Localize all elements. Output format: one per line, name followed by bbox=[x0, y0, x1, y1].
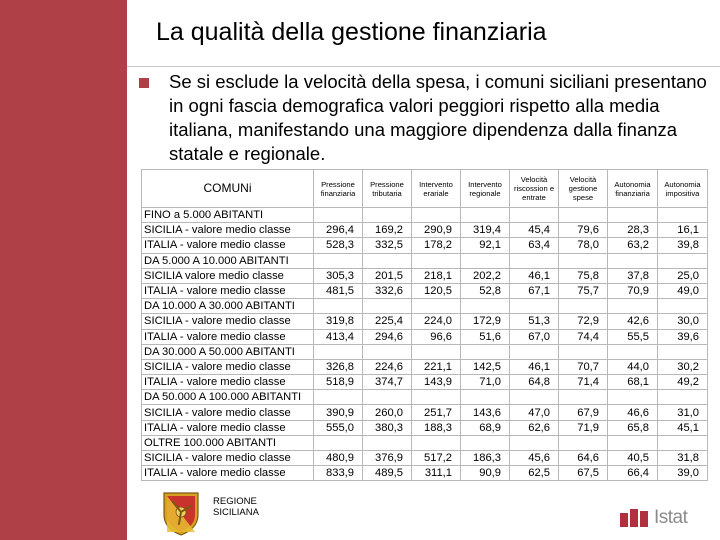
empty-cell bbox=[314, 390, 363, 405]
section-label: FINO a 5.000 ABITANTI bbox=[142, 208, 314, 223]
row-label: ITALIA - valore medio classe bbox=[142, 466, 314, 481]
column-header: Autonomia finanziaria bbox=[608, 170, 658, 208]
region-label bbox=[213, 496, 259, 518]
section-label: DA 30.000 A 50.000 ABITANTI bbox=[142, 344, 314, 359]
row-label: SICILIA - valore medio classe bbox=[142, 223, 314, 238]
value-cell: 67,0 bbox=[510, 329, 559, 344]
empty-cell bbox=[608, 299, 658, 314]
value-cell: 39,8 bbox=[658, 238, 708, 253]
empty-cell bbox=[510, 299, 559, 314]
value-cell: 71,0 bbox=[461, 375, 510, 390]
value-cell: 555,0 bbox=[314, 420, 363, 435]
empty-cell bbox=[412, 253, 461, 268]
value-cell: 49,0 bbox=[658, 283, 708, 298]
value-cell: 260,0 bbox=[363, 405, 412, 420]
value-cell: 75,7 bbox=[559, 283, 608, 298]
value-cell: 390,9 bbox=[314, 405, 363, 420]
table-row bbox=[142, 420, 708, 435]
value-cell: 79,6 bbox=[559, 223, 608, 238]
value-cell: 332,5 bbox=[363, 238, 412, 253]
value-cell: 74,4 bbox=[559, 329, 608, 344]
value-cell: 202,2 bbox=[461, 268, 510, 283]
value-cell: 63,4 bbox=[510, 238, 559, 253]
value-cell: 833,9 bbox=[314, 466, 363, 481]
value-cell: 251,7 bbox=[412, 405, 461, 420]
empty-cell bbox=[412, 390, 461, 405]
section-label: DA 50.000 A 100.000 ABITANTI bbox=[142, 390, 314, 405]
value-cell: 489,5 bbox=[363, 466, 412, 481]
value-cell: 518,9 bbox=[314, 375, 363, 390]
empty-cell bbox=[608, 253, 658, 268]
row-label: ITALIA - valore medio classe bbox=[142, 329, 314, 344]
table-row bbox=[142, 451, 708, 466]
column-header: Autonomia impositiva bbox=[658, 170, 708, 208]
empty-cell bbox=[461, 344, 510, 359]
trinacria-emblem-icon bbox=[158, 490, 204, 536]
value-cell: 62,5 bbox=[510, 466, 559, 481]
section-label: DA 5.000 A 10.000 ABITANTI bbox=[142, 253, 314, 268]
value-cell: 374,7 bbox=[363, 375, 412, 390]
value-cell: 71,4 bbox=[559, 375, 608, 390]
value-cell: 70,7 bbox=[559, 359, 608, 374]
column-header: COMUNi bbox=[142, 170, 314, 208]
title-divider bbox=[127, 66, 720, 67]
empty-cell bbox=[314, 208, 363, 223]
value-cell: 201,5 bbox=[363, 268, 412, 283]
istat-logo bbox=[620, 508, 687, 527]
table-section-row bbox=[142, 344, 708, 359]
empty-cell bbox=[510, 253, 559, 268]
empty-cell bbox=[658, 253, 708, 268]
value-cell: 40,5 bbox=[608, 451, 658, 466]
value-cell: 142,5 bbox=[461, 359, 510, 374]
section-label: DA 10.000 A 30.000 ABITANTI bbox=[142, 299, 314, 314]
value-cell: 44,0 bbox=[608, 359, 658, 374]
value-cell: 66,4 bbox=[608, 466, 658, 481]
row-label: SICILIA - valore medio classe bbox=[142, 405, 314, 420]
empty-cell bbox=[559, 390, 608, 405]
table-row bbox=[142, 314, 708, 329]
empty-cell bbox=[559, 208, 608, 223]
value-cell: 45,1 bbox=[658, 420, 708, 435]
value-cell: 188,3 bbox=[412, 420, 461, 435]
intro-text: Se si esclude la velocità della spesa, i comuni siciliani presentano in ogni fascia demografica valori peggiori rispetto alla media italiana, manifestando una maggiore dipendenza dalla finanza statale e regionale. bbox=[169, 71, 707, 164]
value-cell: 294,6 bbox=[363, 329, 412, 344]
value-cell: 224,6 bbox=[363, 359, 412, 374]
value-cell: 51,6 bbox=[461, 329, 510, 344]
table-row bbox=[142, 359, 708, 374]
empty-cell bbox=[608, 390, 658, 405]
value-cell: 296,4 bbox=[314, 223, 363, 238]
value-cell: 45,6 bbox=[510, 451, 559, 466]
value-cell: 62,6 bbox=[510, 420, 559, 435]
table-row bbox=[142, 466, 708, 481]
value-cell: 143,9 bbox=[412, 375, 461, 390]
empty-cell bbox=[510, 390, 559, 405]
empty-cell bbox=[363, 208, 412, 223]
value-cell: 332,6 bbox=[363, 283, 412, 298]
empty-cell bbox=[559, 435, 608, 450]
row-label: SICILIA - valore medio classe bbox=[142, 314, 314, 329]
value-cell: 326,8 bbox=[314, 359, 363, 374]
value-cell: 67,1 bbox=[510, 283, 559, 298]
value-cell: 28,3 bbox=[608, 223, 658, 238]
row-label: ITALIA - valore medio classe bbox=[142, 420, 314, 435]
empty-cell bbox=[658, 208, 708, 223]
empty-cell bbox=[608, 344, 658, 359]
value-cell: 30,0 bbox=[658, 314, 708, 329]
table-section-row bbox=[142, 253, 708, 268]
table-row bbox=[142, 329, 708, 344]
value-cell: 480,9 bbox=[314, 451, 363, 466]
value-cell: 47,0 bbox=[510, 405, 559, 420]
row-label: ITALIA - valore medio classe bbox=[142, 238, 314, 253]
empty-cell bbox=[363, 344, 412, 359]
empty-cell bbox=[608, 435, 658, 450]
value-cell: 528,3 bbox=[314, 238, 363, 253]
empty-cell bbox=[461, 435, 510, 450]
empty-cell bbox=[314, 299, 363, 314]
row-label: ITALIA - valore medio classe bbox=[142, 375, 314, 390]
table-section-row bbox=[142, 208, 708, 223]
table-section-row bbox=[142, 435, 708, 450]
value-cell: 143,6 bbox=[461, 405, 510, 420]
empty-cell bbox=[510, 344, 559, 359]
value-cell: 311,1 bbox=[412, 466, 461, 481]
value-cell: 67,5 bbox=[559, 466, 608, 481]
table-row bbox=[142, 238, 708, 253]
value-cell: 31,0 bbox=[658, 405, 708, 420]
value-cell: 96,6 bbox=[412, 329, 461, 344]
column-header: Intervento regionale bbox=[461, 170, 510, 208]
value-cell: 67,9 bbox=[559, 405, 608, 420]
value-cell: 63,2 bbox=[608, 238, 658, 253]
value-cell: 186,3 bbox=[461, 451, 510, 466]
empty-cell bbox=[608, 208, 658, 223]
empty-cell bbox=[559, 253, 608, 268]
value-cell: 51,3 bbox=[510, 314, 559, 329]
empty-cell bbox=[412, 299, 461, 314]
value-cell: 224,0 bbox=[412, 314, 461, 329]
column-header: Intervento erariale bbox=[412, 170, 461, 208]
value-cell: 65,8 bbox=[608, 420, 658, 435]
istat-logo-text: Istat bbox=[654, 507, 688, 528]
empty-cell bbox=[510, 435, 559, 450]
value-cell: 45,4 bbox=[510, 223, 559, 238]
table-row bbox=[142, 375, 708, 390]
indicators-table bbox=[141, 169, 708, 481]
value-cell: 68,1 bbox=[608, 375, 658, 390]
row-label: SICILIA - valore medio classe bbox=[142, 359, 314, 374]
value-cell: 290,9 bbox=[412, 223, 461, 238]
value-cell: 413,4 bbox=[314, 329, 363, 344]
empty-cell bbox=[412, 435, 461, 450]
value-cell: 72,9 bbox=[559, 314, 608, 329]
value-cell: 305,3 bbox=[314, 268, 363, 283]
value-cell: 319,4 bbox=[461, 223, 510, 238]
empty-cell bbox=[412, 344, 461, 359]
empty-cell bbox=[559, 299, 608, 314]
empty-cell bbox=[363, 435, 412, 450]
value-cell: 481,5 bbox=[314, 283, 363, 298]
istat-bars-icon bbox=[620, 509, 650, 527]
empty-cell bbox=[363, 253, 412, 268]
table-header-row bbox=[142, 170, 708, 208]
empty-cell bbox=[461, 390, 510, 405]
value-cell: 46,1 bbox=[510, 359, 559, 374]
empty-cell bbox=[314, 344, 363, 359]
empty-cell bbox=[559, 344, 608, 359]
empty-cell bbox=[314, 253, 363, 268]
value-cell: 120,5 bbox=[412, 283, 461, 298]
table-section-row bbox=[142, 390, 708, 405]
section-label: OLTRE 100.000 ABITANTI bbox=[142, 435, 314, 450]
value-cell: 178,2 bbox=[412, 238, 461, 253]
empty-cell bbox=[363, 390, 412, 405]
empty-cell bbox=[461, 299, 510, 314]
value-cell: 37,8 bbox=[608, 268, 658, 283]
table-row bbox=[142, 223, 708, 238]
value-cell: 225,4 bbox=[363, 314, 412, 329]
slide-title: La qualità della gestione finanziaria bbox=[156, 18, 547, 46]
empty-cell bbox=[658, 344, 708, 359]
value-cell: 55,5 bbox=[608, 329, 658, 344]
table-section-row bbox=[142, 299, 708, 314]
empty-cell bbox=[363, 299, 412, 314]
value-cell: 78,0 bbox=[559, 238, 608, 253]
bullet-square-icon bbox=[139, 78, 149, 88]
value-cell: 90,9 bbox=[461, 466, 510, 481]
value-cell: 70,9 bbox=[608, 283, 658, 298]
table-row bbox=[142, 268, 708, 283]
value-cell: 64,6 bbox=[559, 451, 608, 466]
empty-cell bbox=[412, 208, 461, 223]
column-header: Velocità riscossion e entrate bbox=[510, 170, 559, 208]
left-accent-bar bbox=[0, 0, 127, 540]
value-cell: 46,6 bbox=[608, 405, 658, 420]
value-cell: 42,6 bbox=[608, 314, 658, 329]
value-cell: 172,9 bbox=[461, 314, 510, 329]
value-cell: 169,2 bbox=[363, 223, 412, 238]
table-row bbox=[142, 405, 708, 420]
value-cell: 376,9 bbox=[363, 451, 412, 466]
empty-cell bbox=[658, 299, 708, 314]
empty-cell bbox=[461, 208, 510, 223]
value-cell: 75,8 bbox=[559, 268, 608, 283]
column-header: Pressione tributaria bbox=[363, 170, 412, 208]
value-cell: 39,0 bbox=[658, 466, 708, 481]
value-cell: 319,8 bbox=[314, 314, 363, 329]
value-cell: 92,1 bbox=[461, 238, 510, 253]
empty-cell bbox=[510, 208, 559, 223]
value-cell: 49,2 bbox=[658, 375, 708, 390]
row-label: SICILIA - valore medio classe bbox=[142, 451, 314, 466]
table-row bbox=[142, 283, 708, 298]
value-cell: 16,1 bbox=[658, 223, 708, 238]
value-cell: 31,8 bbox=[658, 451, 708, 466]
value-cell: 52,8 bbox=[461, 283, 510, 298]
value-cell: 380,3 bbox=[363, 420, 412, 435]
value-cell: 30,2 bbox=[658, 359, 708, 374]
value-cell: 25,0 bbox=[658, 268, 708, 283]
column-header: Velocità gestione spese bbox=[559, 170, 608, 208]
value-cell: 39,6 bbox=[658, 329, 708, 344]
value-cell: 221,1 bbox=[412, 359, 461, 374]
value-cell: 64,8 bbox=[510, 375, 559, 390]
value-cell: 71,9 bbox=[559, 420, 608, 435]
empty-cell bbox=[658, 435, 708, 450]
region-line-2: SICILIANA bbox=[213, 507, 259, 518]
value-cell: 218,1 bbox=[412, 268, 461, 283]
region-line-1: REGIONE bbox=[213, 496, 257, 507]
value-cell: 68,9 bbox=[461, 420, 510, 435]
empty-cell bbox=[658, 390, 708, 405]
value-cell: 517,2 bbox=[412, 451, 461, 466]
empty-cell bbox=[314, 435, 363, 450]
value-cell: 46,1 bbox=[510, 268, 559, 283]
empty-cell bbox=[461, 253, 510, 268]
column-header: Pressione finanziaria bbox=[314, 170, 363, 208]
row-label: SICILIA valore medio classe bbox=[142, 268, 314, 283]
row-label: ITALIA - valore medio classe bbox=[142, 283, 314, 298]
